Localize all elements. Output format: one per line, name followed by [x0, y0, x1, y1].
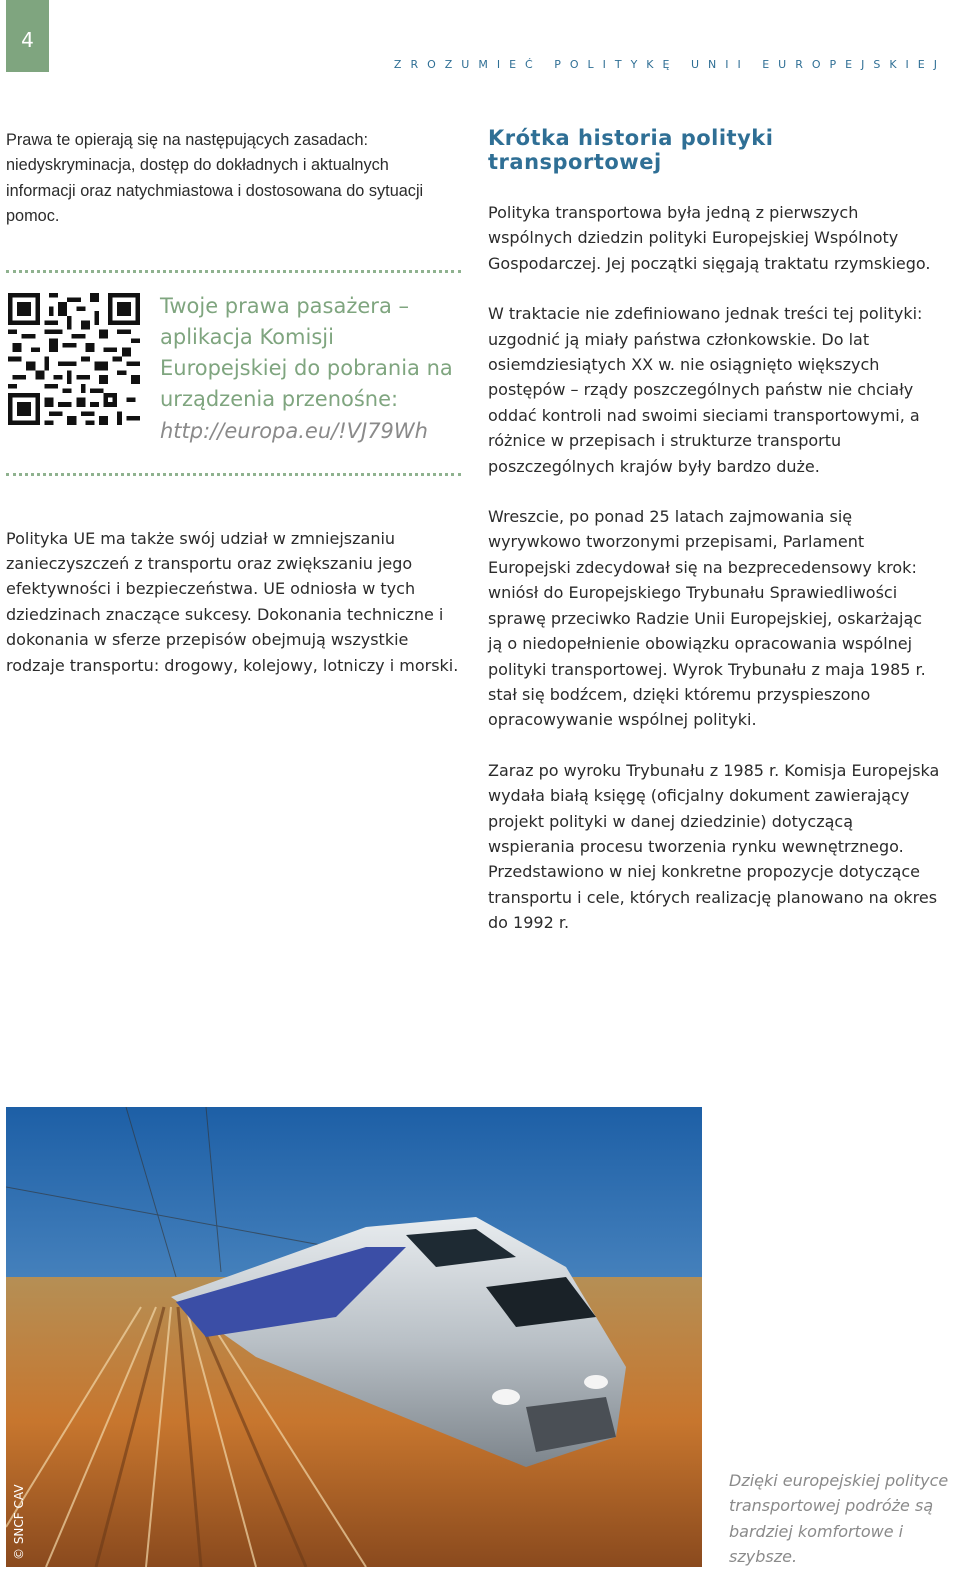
running-header: ZROZUMIEĆ POLITYKĘ UNII EUROPEJSKIEJ [393, 58, 946, 71]
left-column [6, 128, 461, 678]
paragraph-transport-efficiency: Polityka UE ma także swój udział w zmniejszaniu zanieczyszczeń z transportu oraz zwiększaniu jego efektywności i bezpieczeństwa. UE odniosła w tych dziedzinach znaczące sukcesy. Dokonania techniczne i dokonania w sferze przepisów obejmują wszystkie rodzaje transportu: drogowy, kolejowy, lotniczy i morski. [6, 528, 459, 675]
history-paragraph-3: Wreszcie, po ponad 25 latach zajmowania się wyrywkowo tworzonymi przepisami, Parlament Europejski zdecydował się na bezprecedensowy krok: wniósł do Europejskiego Trybunału Sprawiedliwości sprawę przeciwko Radzie Unii Europejskiej, oskarżając ją o niedopełnienie obowiązku opracowania wspólnej polityki transportowej. Wyrok Trybunału z maja 1985 r. stał się bodźcem, dzięki któremu przyspieszono opracowywanie wspólnej polityki. [488, 507, 926, 730]
app-link[interactable]: http://europa.eu/!VJ79Wh [160, 418, 428, 443]
train-photo [6, 1107, 702, 1567]
history-paragraph-2: W traktacie nie zdefiniowano jednak treści tej polityki: uzgodnić ją miały państwa członkowskie. Do lat osiemdziesiątych XX w. nie osiągnięto większych postępów – rządy poszczególnych państw nie chciały oddać kontroli nad swoimi sieciami transportowymi, a różnice w przepisach i strukturze transportu poszczególnych krajów były bardzo duże. [488, 304, 923, 476]
photo-caption: Dzięki europejskiej polityce transportowej podróże są bardziej komfortowe i szybsze. [729, 1471, 949, 1567]
app-box-title: Twoje prawa pasażera – aplikacja Komisji Europejskiej do pobrania na urządzenia przenośne: [160, 293, 453, 411]
history-paragraph-1: Polityka transportowa była jedną z pierwszych wspólnych dziedzin polityki Europejskiej Wspólnoty Gospodarczej. Jej początki sięgają traktatu rzymskiego. [488, 203, 931, 273]
divider-bottom [6, 473, 461, 476]
qr-code-icon[interactable] [8, 293, 140, 425]
high-speed-train-image [6, 1107, 702, 1567]
history-paragraph-4: Zaraz po wyroku Trybunału z 1985 r. Komisja Europejska wydała białą księgę (oficjalny dokument zawierający projekt polityki w danej dziedzinie) dotyczącą wspierania procesu tworzenia rynku wewnętrznego. Przedstawiono w niej konkretne propozycje dotyczące transportu i cele, których realizację planowano na okres do 1992 r. [488, 760, 940, 933]
page-number: 4 [21, 28, 34, 52]
app-box [6, 273, 461, 473]
section-heading: Krótka historia polityki transportowej [488, 126, 774, 174]
intro-paragraph: Prawa te opierają się na następujących zasadach: niedyskryminacja, dostęp do dokładnych i aktualnych informacji oraz natychmiastowa i dostosowana do sytuacji pomoc. [6, 131, 424, 226]
right-column [488, 126, 940, 961]
photo-credit: © SNCF CAV [12, 1484, 26, 1560]
page-number-tab [6, 0, 49, 72]
